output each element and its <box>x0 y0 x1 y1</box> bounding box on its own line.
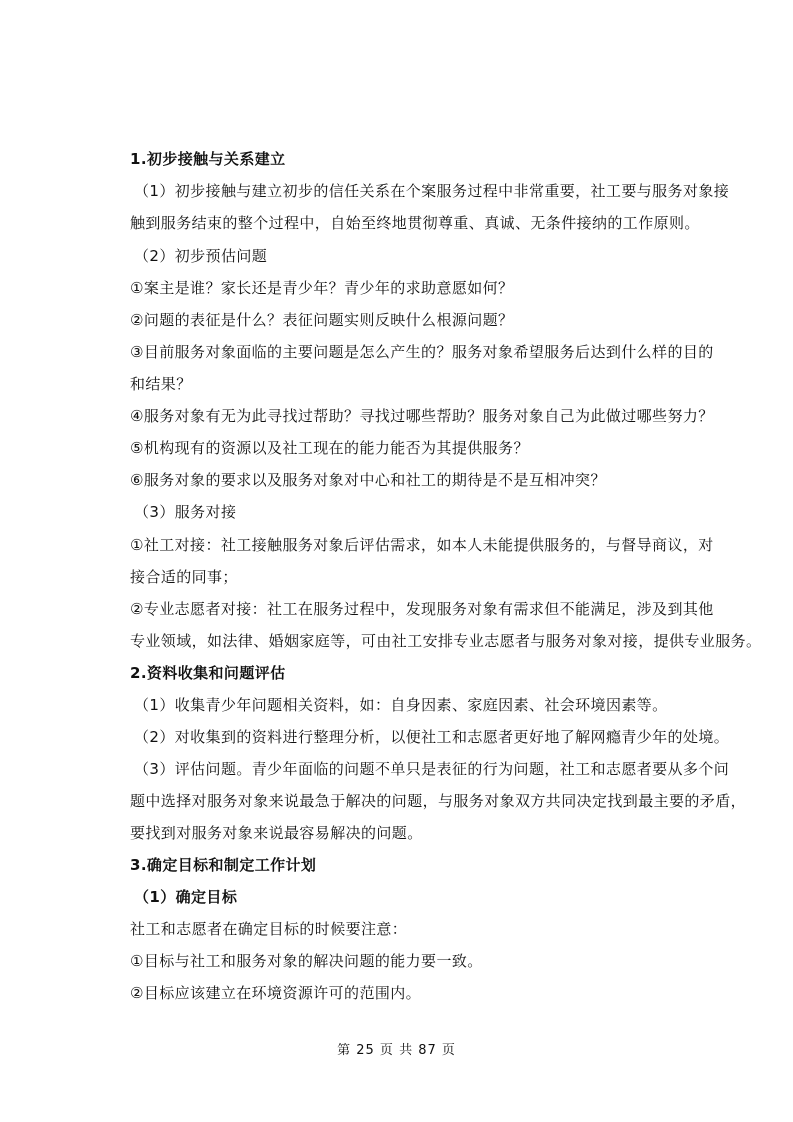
paragraph-line: （3）评估问题。青少年面临的问题不单只是表征的行为问题，社工和志愿者要从多个问 <box>134 760 730 778</box>
paragraph-line: （1）收集青少年问题相关资料，如：自身因素、家庭因素、社会环境因素等。 <box>134 696 668 714</box>
paragraph-line: 要找到对服务对象来说最容易解决的问题。 <box>130 824 423 842</box>
paragraph-line: 社工和志愿者在确定目标的时候要注意： <box>130 920 408 938</box>
list-item: ④服务对象有无为此寻找过帮助？寻找过哪些帮助？服务对象自己为此做过哪些努力？ <box>130 407 714 425</box>
subheading: （2）初步预估问题 <box>134 247 268 265</box>
section-heading-3: 3.确定目标和制定工作计划 <box>130 856 317 874</box>
list-item: ③目前服务对象面临的主要问题是怎么产生的？服务对象希望服务后达到什么样的目的 <box>130 343 714 361</box>
page-number-footer: 第 25 页 共 87 页 <box>337 1043 456 1058</box>
list-item: ⑥服务对象的要求以及服务对象对中心和社工的期待是不是互相冲突？ <box>130 471 606 489</box>
list-item-continuation: 专业领域，如法律、婚姻家庭等，可由社工安排专业志愿者与服务对象对接，提供专业服务。 <box>130 632 762 650</box>
subheading: （3）服务对接 <box>134 503 237 521</box>
subheading: （1）确定目标 <box>134 888 238 906</box>
list-item: ②问题的表征是什么？表征问题实则反映什么根源问题？ <box>130 311 514 329</box>
list-item: ①目标与社工和服务对象的解决问题的能力要一致。 <box>130 952 483 970</box>
section-heading-2: 2.资料收集和问题评估 <box>130 664 286 682</box>
list-item: ⑤机构现有的资源以及社工现在的能力能否为其提供服务？ <box>130 439 529 457</box>
paragraph-line: 触到服务结束的整个过程中，自始至终地贯彻尊重、真诚、无条件接纳的工作原则。 <box>130 214 700 232</box>
list-item: ②目标应该建立在环境资源许可的范围内。 <box>130 984 422 1002</box>
list-item-continuation: 和结果？ <box>130 375 192 393</box>
list-item: ②专业志愿者对接：社工在服务过程中，发现服务对象有需求但不能满足，涉及到其他 <box>130 600 714 618</box>
paragraph-line: （2）对收集到的资料进行整理分析，以便社工和志愿者更好地了解网瘾青少年的处境。 <box>134 728 730 746</box>
paragraph-line: （1）初步接触与建立初步的信任关系在个案服务过程中非常重要，社工要与服务对象接 <box>134 182 730 200</box>
list-item: ①案主是谁？家长还是青少年？青少年的求助意愿如何？ <box>130 279 514 297</box>
paragraph-line: 题中选择对服务对象来说最急于解决的问题，与服务对象双方共同决定找到最主要的矛盾， <box>130 792 747 810</box>
list-item-continuation: 接合适的同事； <box>130 568 238 586</box>
section-heading-1: 1.初步接触与关系建立 <box>130 150 286 168</box>
list-item: ①社工对接：社工接触服务对象后评估需求，如本人未能提供服务的，与督导商议，对 <box>130 536 714 554</box>
